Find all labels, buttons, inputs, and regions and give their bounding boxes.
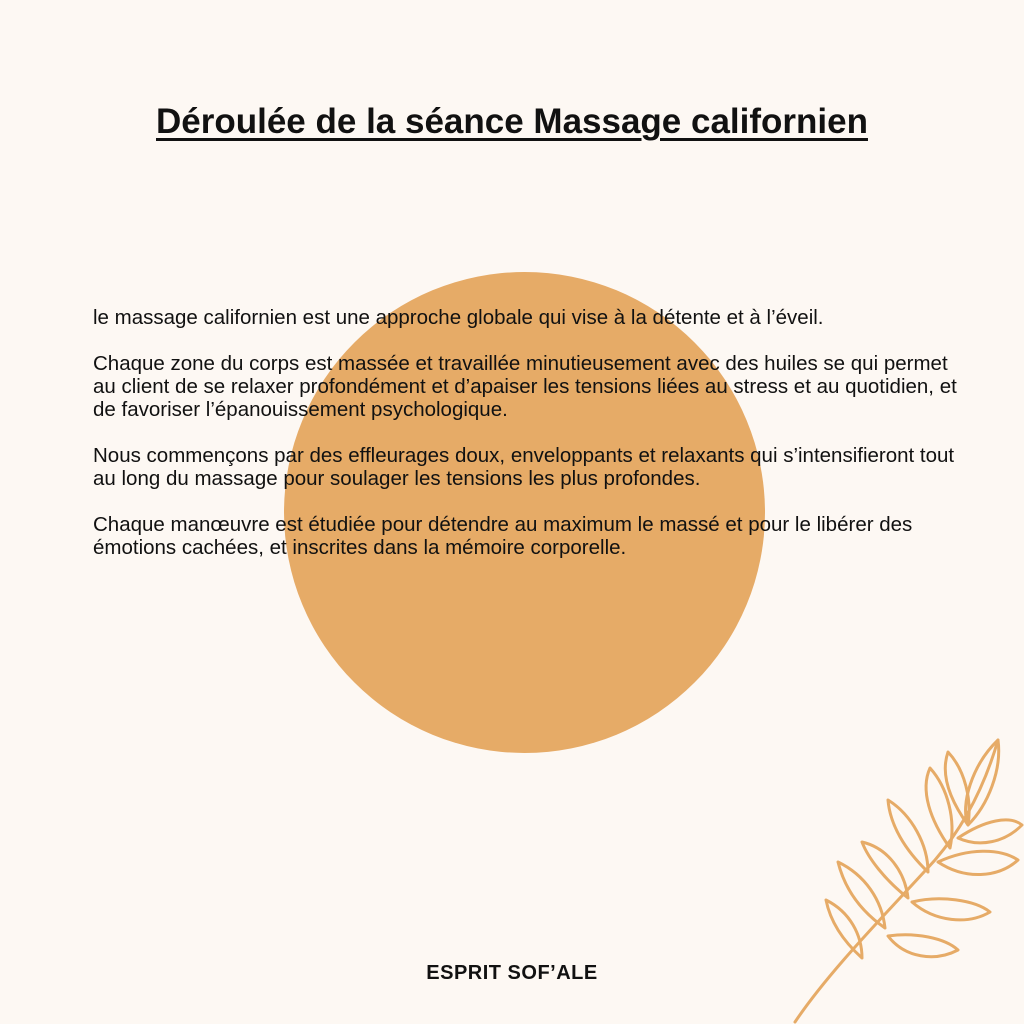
brand-footer: ESPRIT SOF’ALE [426, 962, 598, 984]
paragraph-zones: Chaque zone du corps est massée et travaillée minutieusement avec des huiles se qui permet au client de se relaxer profondément et d’apaiser les tensions liées au stress et au quotidien, et de favoriser l’épanouissement psychologique. [93, 352, 957, 421]
paragraph-manoeuvre: Chaque manœuvre est étudiée pour détendre au maximum le massé et pour le libérer des émotions cachées, et inscrites dans la mémoire corporelle. [93, 513, 913, 559]
paragraph-intro: le massage californien est une approche globale qui vise à la détente et à l’éveil. [93, 306, 824, 329]
page-title: Déroulée de la séance Massage californien [156, 102, 868, 141]
body-text [93, 306, 963, 582]
paragraph-effleurages: Nous commençons par des effleurages doux, enveloppants et relaxants qui s’intensifieront tout au long du massage pour soulager les tensions les plus profondes. [93, 444, 955, 490]
